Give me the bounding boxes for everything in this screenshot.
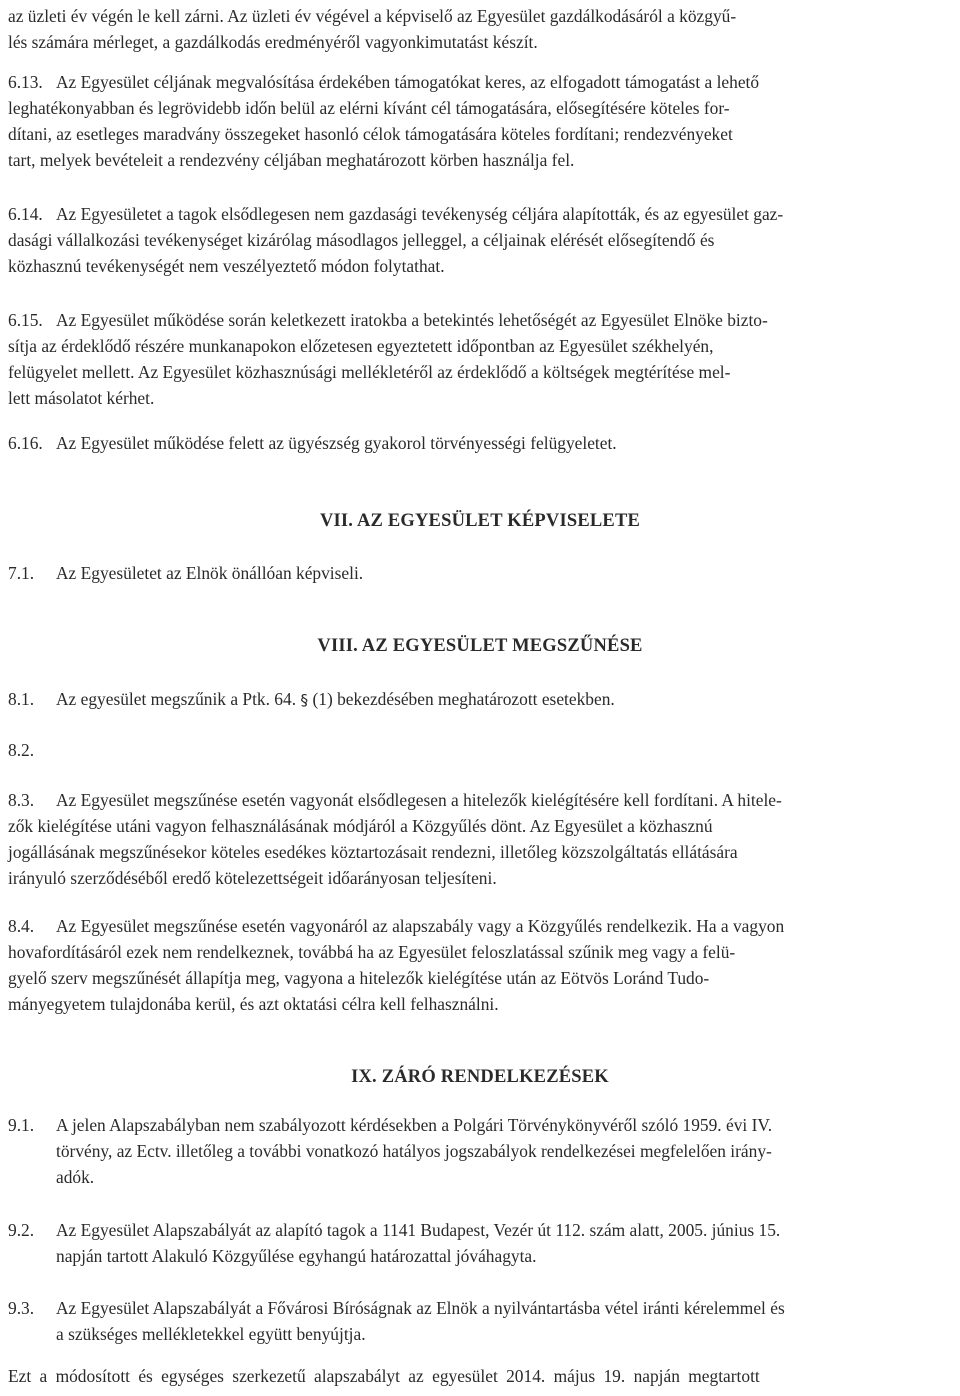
- clause-line: törvény, az Ectv. illetőleg a további vonatkozó hatályos jogszabályok rendelkezései megfelelően irány-: [56, 1141, 772, 1161]
- section-heading-viii: VIII. AZ EGYESÜLET MEGSZŰNÉSE: [317, 636, 643, 656]
- clause-6-13-cont: [8, 95, 958, 173]
- clause-9-3: [8, 1295, 958, 1347]
- clause-line: közhasznú tevékenységét nem veszélyeztető módon folytathat.: [8, 256, 445, 276]
- closing-paragraph: [8, 1363, 958, 1389]
- clause-6-15-cont: [8, 333, 958, 411]
- clause-number: 6.14.: [8, 204, 43, 224]
- intro-paragraph: [8, 3, 958, 55]
- clause-6-15: [8, 307, 958, 333]
- section-sign: §: [300, 691, 309, 709]
- section-heading-ix: IX. ZÁRÓ RENDELKEZÉSEK: [351, 1067, 609, 1087]
- clause-line: Az Egyesületet az Elnök önállóan képviseli.: [56, 563, 364, 583]
- clause-number: 8.1.: [8, 689, 35, 709]
- clause-line: jogállásának megszűnésekor köteles esedékes köztartozásait rendezni, illetőleg közszolgáltatás ellátására: [8, 842, 738, 862]
- clause-text: (1) bekezdésében meghatározott esetekben.: [308, 689, 615, 709]
- clause-number: 7.1.: [8, 563, 35, 583]
- clause-6-14-cont: [8, 227, 958, 279]
- clause-line: napján tartott Alakuló Közgyűlése egyhangú határozattal jóváhagyta.: [56, 1246, 537, 1266]
- clause-line: Az Egyesületet a tagok elsődlegesen nem gazdasági tevékenység céljára alapították, és az egyesület gaz-: [56, 204, 784, 224]
- clause-line: Az Egyesület megszűnése esetén vagyonát elsődlegesen a hitelezők kielégítésére kell fordítani. A hitele-: [56, 790, 782, 810]
- section-heading-vii: VII. AZ EGYESÜLET KÉPVISELETE: [319, 511, 641, 531]
- clause-line: Az Egyesület megszűnése esetén vagyonáról az alapszabály vagy a Közgyűlés rendelkezik. Ha a vagyon: [56, 916, 785, 936]
- clause-6-16: [8, 430, 958, 456]
- clause-line: tart, melyek bevételeit a rendezvény céljában meghatározott körben használja fel.: [8, 150, 575, 170]
- clause-line: Az Egyesület Alapszabályát az alapító tagok a 1141 Budapest, Vezér út 112. szám alatt, 2005. június 15.: [56, 1220, 781, 1240]
- clause-line: sítja az érdeklődő részére munkanapokon előzetesen egyeztetett időpontban az Egyesület székhelyén,: [8, 336, 714, 356]
- clause-line: irányuló szerződéséből eredő kötelezettségeit időarányosan teljesíteni.: [8, 868, 497, 888]
- clause-line: Az Egyesület Alapszabályát a Fővárosi Bíróságnak az Elnök a nyilvántartásba vétel iránti kérelemmel és: [56, 1298, 785, 1318]
- clause-line: gyelő szerv megszűnését állapítja meg, vagyona a hitelezők kielégítése után az Eötvös Loránd Tudo-: [8, 968, 710, 988]
- clause-line: Az Egyesület működése felett az ügyészség gyakorol törvényességi felügyeletet.: [56, 433, 617, 453]
- clause-line: zők kielégítése utáni vagyon felhasználásának módjáról a Közgyűlés dönt. Az Egyesület a közhasznú: [8, 816, 713, 836]
- clause-number: 8.3.: [8, 790, 35, 810]
- clause-9-1: [8, 1112, 958, 1190]
- clause-line: leghatékonyabban és legrövidebb időn belül az elérni kívánt cél támogatására, elősegítésére köteles for-: [8, 98, 730, 118]
- clause-line: hovafordításáról ezek nem rendelkeznek, továbbá ha az Egyesület feloszlatással szűnik meg vagy a felü-: [8, 942, 736, 962]
- clause-line: A jelen Alapszabályban nem szabályozott kérdésekben a Polgári Törvénykönyvéről szóló 1959. évi IV.: [56, 1115, 773, 1135]
- clause-line: lett másolatot kérhet.: [8, 388, 155, 408]
- clause-number: 8.2.: [8, 740, 35, 760]
- clause-line: [56, 686, 958, 713]
- clause-number: 9.2.: [8, 1220, 35, 1240]
- intro-line-2: lés számára mérleget, a gazdálkodás eredményéről vagyonkimutatást készít.: [8, 32, 538, 52]
- clause-line: dasági vállalkozási tevékenységet kizárólag másodlagos jelleggel, a céljainak elérését elősegítendő és: [8, 230, 715, 250]
- clause-line: adók.: [56, 1167, 95, 1187]
- clause-line: mányegyetem tulajdonába kerül, és azt oktatási célra kell felhasználni.: [8, 994, 499, 1014]
- clause-7-1: [8, 560, 958, 586]
- clause-line: dítani, az esetleges maradvány összegeket hasonló célok támogatására köteles fordítani; rendezvényeket: [8, 124, 733, 144]
- clause-line: Az Egyesület működése során keletkezett iratokba a betekintés lehetőségét az Egyesület Elnöke bizto-: [56, 310, 768, 330]
- clause-8-3-cont: [8, 813, 958, 891]
- clause-number: 9.1.: [8, 1115, 35, 1135]
- closing-line: Ezt a módosított és egységes szerkezetű alapszabályt az egyesület 2014. május 19. napján megtartott: [8, 1366, 760, 1386]
- clause-text: Az egyesület megszűnik a Ptk. 64.: [56, 689, 301, 709]
- clause-8-4-cont: [8, 939, 958, 1017]
- clause-number: 8.4.: [8, 916, 35, 936]
- clause-6-14: [8, 201, 958, 227]
- intro-line-1: az üzleti év végén le kell zárni. Az üzleti év végével a képviselő az Egyesület gazdálkodásáról a közgyű-: [8, 6, 737, 26]
- clause-8-3: [8, 787, 958, 813]
- clause-6-13: [8, 69, 958, 95]
- clause-line: a szükséges mellékletekkel együtt benyújtja.: [56, 1324, 366, 1344]
- clause-number: 6.13.: [8, 72, 43, 92]
- clause-8-4: [8, 913, 958, 939]
- clause-number: 6.15.: [8, 310, 43, 330]
- clause-line: felügyelet mellett. Az Egyesület közhasznúsági mellékletéről az érdeklődő a költségek megtérítése mel-: [8, 362, 731, 382]
- clause-line: Az Egyesület céljának megvalósítása érdekében támogatókat keres, az elfogadott támogatást a lehető: [56, 72, 760, 92]
- clause-9-2: [8, 1217, 958, 1269]
- clause-8-1: [8, 686, 958, 713]
- clause-number: 6.16.: [8, 433, 43, 453]
- clause-number: 9.3.: [8, 1298, 35, 1318]
